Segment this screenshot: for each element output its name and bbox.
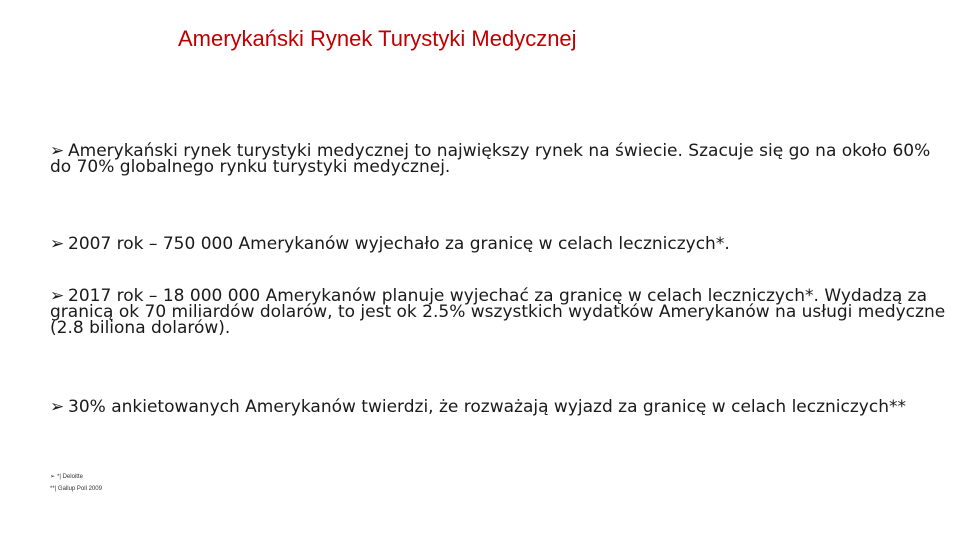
arrow-bullet-icon: ➢ [50,397,65,417]
footnote-gallup [50,485,102,493]
bullet-2007 [50,236,950,252]
arrow-bullet-icon: ➢ [50,474,56,480]
bullet-market-size [50,143,950,175]
arrow-bullet-icon: ➢ [50,234,65,254]
bullet-text: 2007 rok – 750 000 Amerykanów wyjechało za granicę w celach leczniczych*. [68,234,730,254]
bullet-survey [50,399,950,415]
arrow-bullet-icon: ➢ [50,141,65,161]
bullet-2017 [50,288,950,336]
slide-title: Amerykański Rynek Turystyki Medycznej [178,26,577,51]
bullet-text: 30% ankietowanych Amerykanów twierdzi, że rozważają wyjazd za granicę w celach leczniczych** [68,397,906,417]
footnote-text: **| Gallup Poll 2009 [50,486,102,492]
footnote-deloitte [50,473,83,481]
bullet-text: 2017 rok – 18 000 000 Amerykanów planuje wyjechać za granicę w celach leczniczych*. Wydadzą za granicą ok 70 miliardów dolarów, to jest ok 2.5% wszystkich wydatków Amerykanów na usługi medyczne (2.8 biliona dolarów). [50,286,946,338]
footnote-text: *| Deloitte [57,474,83,480]
arrow-bullet-icon: ➢ [50,286,65,306]
bullet-text: Amerykański rynek turystyki medycznej to największy rynek na świecie. Szacuje się go na około 60% do 70% globalnego rynku turystyki medycznej. [50,141,931,177]
